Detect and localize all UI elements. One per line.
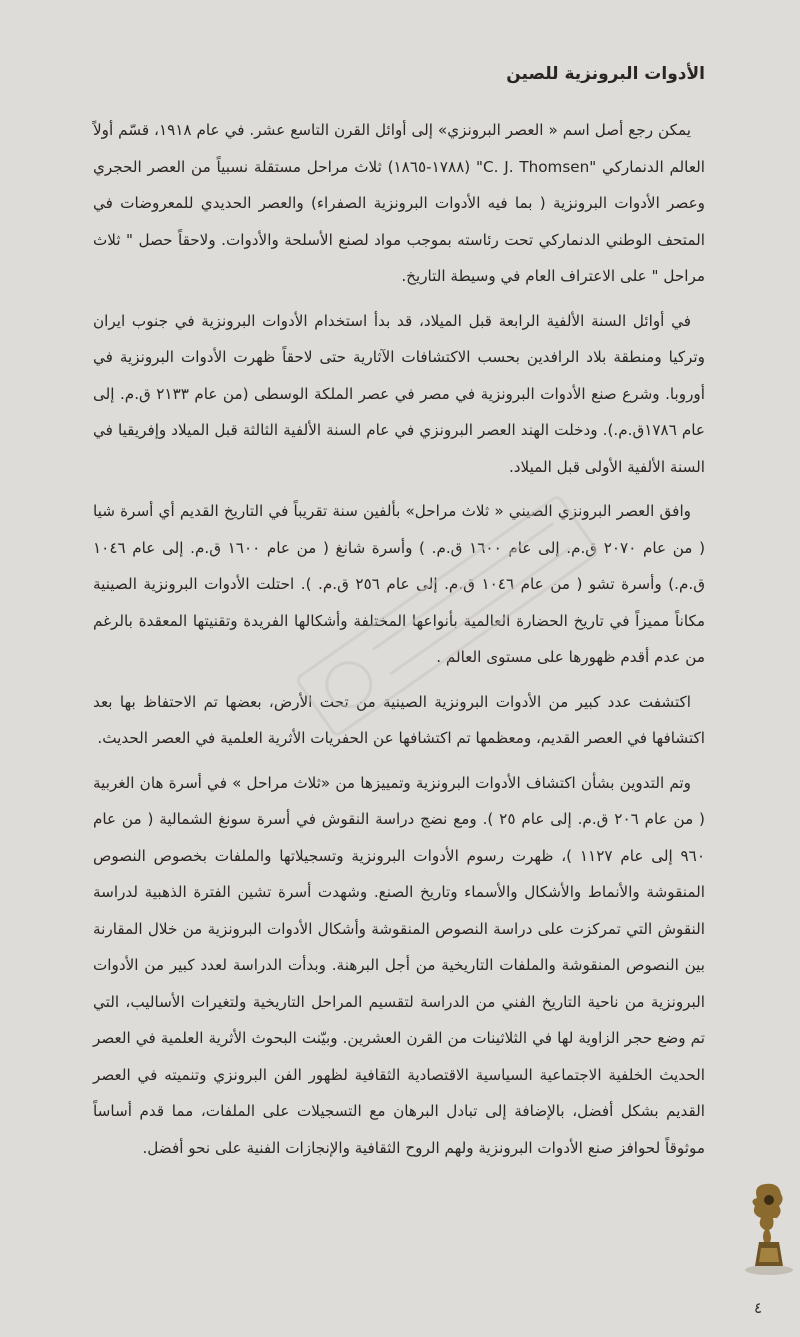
bronze-artifact-image <box>739 1178 795 1276</box>
paragraph-chinese-bronze: وافق العصر البرونزي الصيني « ثلاث مراحل» بألفين سنة تقريباً في التاريخ القديم أي أسرة شيا ( من عام ٢٠٧٠ ق.م. إلى عام ١٦٠٠ ق.م. ) وأسرة شانغ ( من عام ١٦٠٠ ق.م. إلى عام ١٠٤٦ ق.م.) وأسرة تشو ( من عام ١٠٤٦ ق.م. إلى عام ٢٥٦ ق.م. ). احتلت الأدوات البرونزية الصينية مكاناً مميزاً في تاريخ الحضارة العالمية بأنواعها المختلفة وأشكالها الفريدة وتقنيتها المعقدة بالرغم من عدم أقدم ظهورها على مستوى العالم . <box>93 502 705 666</box>
paragraph-bronze-age-origin: يمكن رجع أصل اسم « العصر البرونزي» إلى أوائل القرن التاسع عشر. في عام ١٩١٨، قسّم أولاً العالم الدنماركي "C. J. Thomsen" (١٧٨٨-١٨٦٥) ثلاث مراحل مستقلة نسبياً من العصر الحجري وعصر الأدوات البرونزية ( بما فيه الأدوات البرونزية الصفراء) والعصر الحديدي للمعروضات في المتحف الوطني الدنماركي تحت رئاسته بموجب مواد لصنع الأسلحة والأدوات. ولاحقاً حصل " ثلاث مراحل " على الاعتراف العام في وسيطة التاريخ. <box>93 121 705 285</box>
paragraph-research-history: وتم التدوين بشأن اكتشاف الأدوات البرونزية وتمييزها من «ثلاث مراحل » في أسرة هان الغربية ( من عام ٢٠٦ ق.م. إلى عام ٢٥ ). ومع نضج دراسة النقوش في أسرة سونغ الشمالية ( من عام ٩٦٠ إلى عام ١١٢٧ )، ظهرت رسوم الأدوات البرونزية وتسجيلاتها والملفات بخصوص النصوص المنقوشة والأنماط والأشكال والأسماء وتاريخ الصنع. وشهدت أسرة تشين الفترة الذهبية لدراسة النقوش التي تمركزت على دراسة النصوص المنقوشة وأشكال الأدوات البرونزية من خلال المقارنة بين النصوص المنقوشة والملفات التاريخية من أجل البرهنة. وبدأت الدراسة لعدد كبير من الأدوات البرونزية من ناحية التاريخ الفني من الدراسة لتقسيم المراحل التاريخية ولتغيرات الأساليب، التي تم وضع حجر الزاوية لها في الثلاثينات من القرن العشرين. وبيّنت البحوث الأثرية العلمية في العصر الحديث الخلفية الاجتماعية السياسية الاقتصادية الثقافية لظهور الفن البرونزي وتنميته في العصر القديم بشكل أفضل، بالإضافة إلى تبادل البرهان مع التسجيلات على الملفات، مما قدم أساساً موثوقاً لحوافز صنع الأدوات البرونزية ولهم الروح الثقافية والإنجازات الفنية على نحو أفضل. <box>93 773 705 1157</box>
article-body <box>93 112 705 1174</box>
page-header-title: الأدوات البرونزية للصين <box>506 64 705 84</box>
paragraph-discoveries: اكتشفت عدد كبير من الأدوات البرونزية الصينية من تحت الأرض، بعضها تم الاحتفاظ بها بعد اكتشافها في العصر القديم، ومعظمها تم اكتشافها عن الحفريات الأثرية العلمية في العصر الحديث. <box>93 692 705 747</box>
page-number: ٤ <box>753 1299 762 1317</box>
paragraph-world-bronze: في أوائل السنة الألفية الرابعة قبل الميلاد، قد بدأ استخدام الأدوات البرونزية في جنوب ايران وتركيا ومنطقة بلاد الرافدين بحسب الاكتشافات الآثارية حتى لاحقاً ظهرت الأدوات البرونزية في أوروبا. وشرع صنع الأدوات البرونزية في مصر في عصر الملكة الوسطى (من عام ٢١٣٣ ق.م. إلى عام ١٧٨٦ق.م.). ودخلت الهند العصر البرونزي في عام السنة الألفية الثالثة قبل الميلاد وإفريقيا في السنة الألفية الأولى قبل الميلاد. <box>93 311 705 476</box>
